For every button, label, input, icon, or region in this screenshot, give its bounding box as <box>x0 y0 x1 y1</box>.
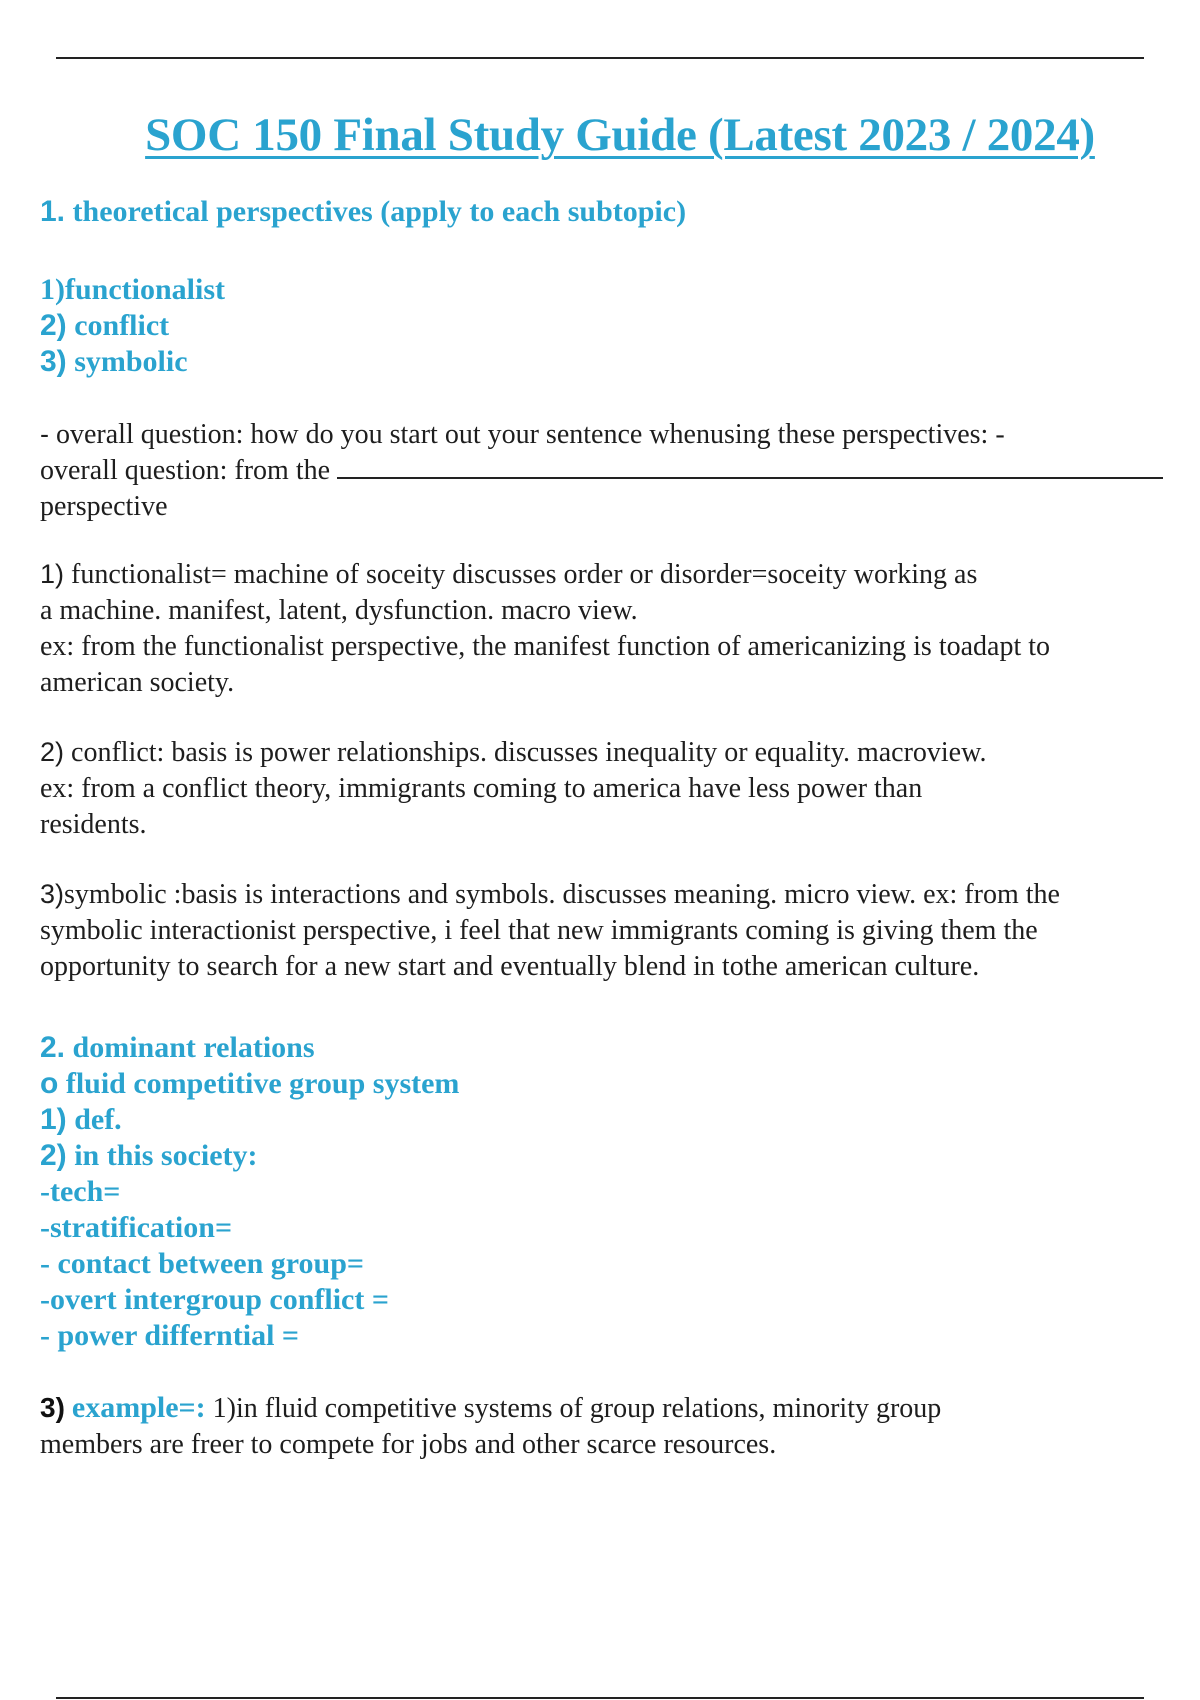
overall-question <box>40 416 1198 525</box>
bullet-dash: - <box>40 419 49 449</box>
paragraph-line: 1)in fluid competitive systems of group relations, minority group <box>212 1393 942 1424</box>
section1-heading-text: theoretical perspectives (apply to each subtopic) <box>72 195 687 228</box>
section2-block <box>40 1030 1198 1354</box>
page-title: SOC 150 Final Study Guide (Latest 2023 / 2024) <box>145 109 1095 161</box>
perspectives-list <box>40 272 1198 380</box>
list-item: 1) def. <box>40 1103 122 1136</box>
paragraph-line: symbolic interactionist perspective, i feel that new immigrants coming is giving them the <box>40 915 1038 946</box>
conflict-paragraph: 2) conflict: basis is power relationships. discusses inequality or equality. macroview. ex: from a conflict theory, immigrants coming to america have less power than residents. <box>40 734 1198 843</box>
overall-question-line: overall question: from the <box>40 455 331 486</box>
list-item: 1)functionalist <box>40 273 226 306</box>
list-item: 2) conflict <box>40 309 170 342</box>
paragraph-line: ex: from the functionalist perspective, the manifest function of americanizing is toadapt to <box>40 631 1051 662</box>
bottom-rule <box>56 1697 1144 1699</box>
field-item: - contact between group= <box>40 1247 364 1280</box>
field-item: -overt intergroup conflict = <box>40 1283 389 1316</box>
top-rule <box>56 57 1144 59</box>
field-item: - power differntial = <box>40 1319 299 1352</box>
fill-in-blank <box>337 463 1163 479</box>
field-item: -tech= <box>40 1175 121 1208</box>
paragraph-line: members are freer to compete for jobs and other scarce resources. <box>40 1429 777 1460</box>
section1-heading-num: 1. <box>40 195 66 228</box>
paragraph-line: residents. <box>40 809 147 840</box>
paragraph-line: symbolic :basis is interactions and symbols. discusses meaning. micro view. ex: from the <box>64 879 1060 910</box>
paragraph-line: conflict: basis is power relationships. discusses inequality or equality. macroview. <box>71 737 987 768</box>
paragraph-line: ex: from a conflict theory, immigrants coming to america have less power than <box>40 773 923 804</box>
section2-heading: 2. dominant relations <box>40 1031 315 1064</box>
section3-example <box>40 1390 1198 1463</box>
list-item: 2) in this society: <box>40 1139 258 1172</box>
overall-question-line: overall question: how do you start out your sentence whenusing these perspectives: - <box>56 419 1005 450</box>
example-label: example=: <box>71 1391 206 1424</box>
section1-heading <box>40 194 1198 230</box>
functionalist-paragraph: 1) functionalist= machine of soceity discusses order or disorder=soceity working as a machine. manifest, latent, dysfunction. macro view. ex: from the functionalist perspective, the manifest function of americanizing is toadapt to american society. <box>40 556 1198 701</box>
overall-question-line: perspective <box>40 491 168 522</box>
section3-num: 3) <box>40 1392 65 1423</box>
paragraph-line: a machine. manifest, latent, dysfunction. macro view. <box>40 595 638 626</box>
paragraph-line: opportunity to search for a new start and eventually blend in tothe american culture. <box>40 951 980 982</box>
paragraph-line: functionalist= machine of soceity discusses order or disorder=soceity working as <box>71 559 978 590</box>
section2-subheading: o fluid competitive group system <box>40 1067 460 1100</box>
symbolic-paragraph: 3)symbolic :basis is interactions and symbols. discusses meaning. micro view. ex: from the symbolic interactionist perspective, i feel that new immigrants coming is giving them the opportunity to search for a new start and eventually blend in tothe american culture. <box>40 876 1198 985</box>
paragraph-line: american society. <box>40 667 235 698</box>
field-item: -stratification= <box>40 1211 233 1244</box>
list-item: 3) symbolic <box>40 345 188 378</box>
